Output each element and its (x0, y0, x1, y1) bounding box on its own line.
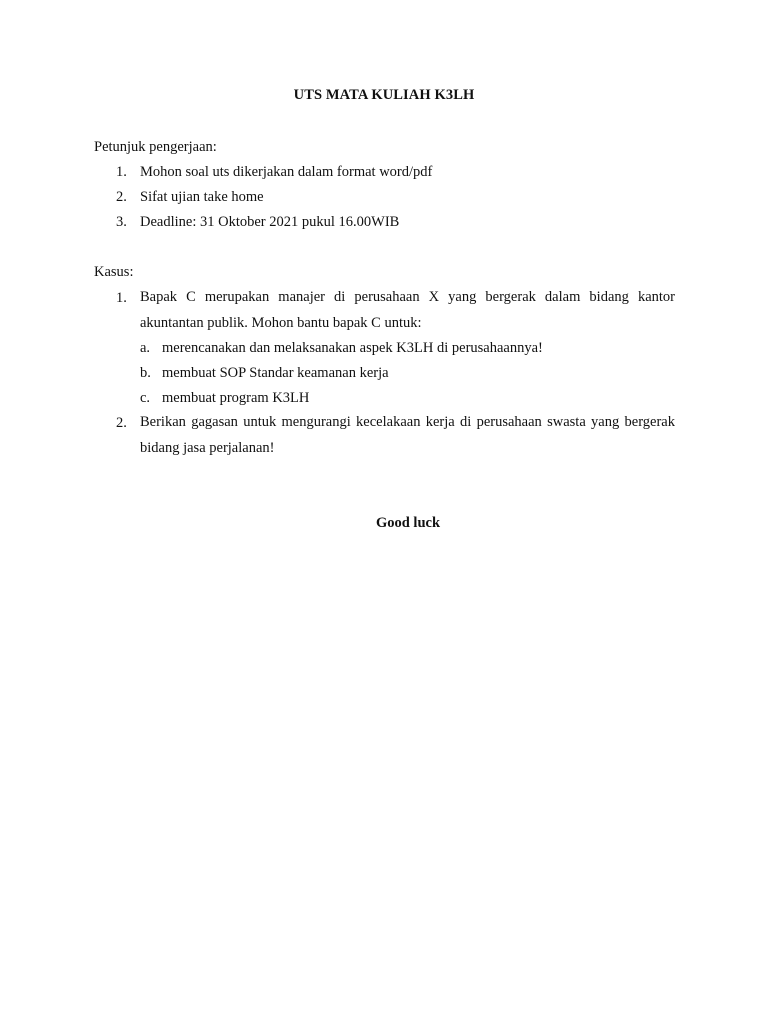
instruction-item: Sifat ujian take home (140, 189, 264, 205)
case-subitem: merencanakan dan melaksanakan aspek K3LH di perusahaannya! (162, 340, 543, 356)
instruction-number: 2. (116, 189, 127, 205)
instruction-number: 1. (116, 164, 127, 180)
case-subitem-letter: b. (140, 365, 151, 381)
case-subitem-letter: a. (140, 340, 151, 356)
cases-heading: Kasus: (94, 264, 134, 280)
document-title: UTS MATA KULIAH K3LH (293, 87, 475, 103)
case-number: 1. (116, 290, 127, 306)
instruction-item: Mohon soal uts dikerjakan dalam format word/pdf (140, 164, 433, 180)
case-number: 2. (116, 415, 127, 431)
case-text: Berikan gagasan untuk mengurangi kecelakaan kerja di perusahaan swasta yang bergerak bidang jasa perjalanan! (140, 414, 675, 456)
case-text: Bapak C merupakan manajer di perusahaan X yang bergerak dalam bidang kantor akuntantan publik. Mohon bantu bapak C untuk: (140, 289, 675, 331)
case-subitem-letter: c. (140, 390, 151, 406)
instructions-heading: Petunjuk pengerjaan: (94, 139, 217, 155)
instruction-number: 3. (116, 214, 127, 230)
case-subitem: membuat program K3LH (162, 390, 310, 406)
instruction-item: Deadline: 31 Oktober 2021 pukul 16.00WIB (140, 214, 400, 230)
closing-text: Good luck (375, 515, 441, 531)
case-subitem: membuat SOP Standar keamanan kerja (162, 365, 389, 381)
